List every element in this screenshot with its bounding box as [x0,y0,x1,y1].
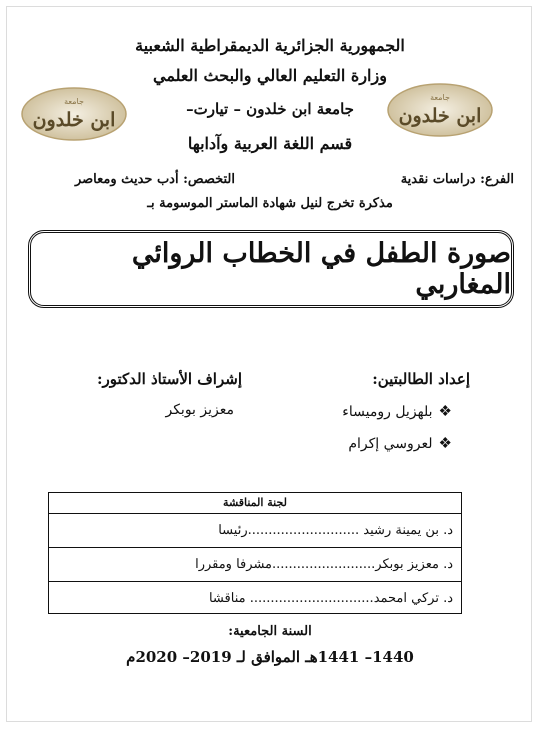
bullet-icon: ❖ [438,434,452,452]
committee-heading: لجنة المناقشة [49,493,461,514]
university-heading: جامعة ابن خلدون – تيارت– [186,100,354,118]
thesis-title: صورة الطفل في الخطاب الروائي المغاربي [131,238,511,300]
thesis-note: مذكرة تخرج لنيل شهادة الماستر الموسومة بـ [147,196,393,211]
committee-table [48,492,462,614]
supervisor-heading: إشراف الأستاذ الدكتور: [96,370,242,388]
university-logo-left [20,86,128,142]
logo-main-text: ابن خلدون [32,109,116,131]
student-item [342,402,452,420]
student-item [348,434,452,452]
bullet-icon: ❖ [438,402,452,420]
department-heading: قسم اللغة العربية وآدابها [187,134,353,153]
republic-heading: الجمهورية الجزائرية الديمقراطية الشعبية [135,36,405,55]
university-logo-right [386,82,494,138]
students-heading: إعداد الطالبتين: [372,370,470,388]
supervisor-name: معزيز بوبكر [165,402,234,418]
ministry-heading: وزارة التعليم العالي والبحث العلمي [153,66,387,85]
committee-row: د. بن يمينة رشيد ...........................رئيسا [49,514,461,548]
logo-main-text: ابن خلدون [398,105,482,127]
student-name: بلهزيل روميساء [342,404,433,420]
academic-year-label: السنة الجامعية: [228,624,312,639]
specialty-label: التخصص: أدب حديث ومعاصر [74,172,235,187]
branch-label: الفرع: دراسات نقدية [400,172,514,187]
logo-top-text: جامعة [430,93,450,102]
logo-top-text: جامعة [64,97,84,106]
academic-year-value: 1440– 1441هـ الموافق لـ 2019– 2020م [126,648,414,666]
committee-row: د. معزيز بوبكر.........................مشرفا ومقررا [49,548,461,582]
student-name: لعروسي إكرام [348,436,433,452]
committee-row: د. تركي امحمد.............................. مناقشا [208,591,453,606]
title-box [28,230,514,308]
